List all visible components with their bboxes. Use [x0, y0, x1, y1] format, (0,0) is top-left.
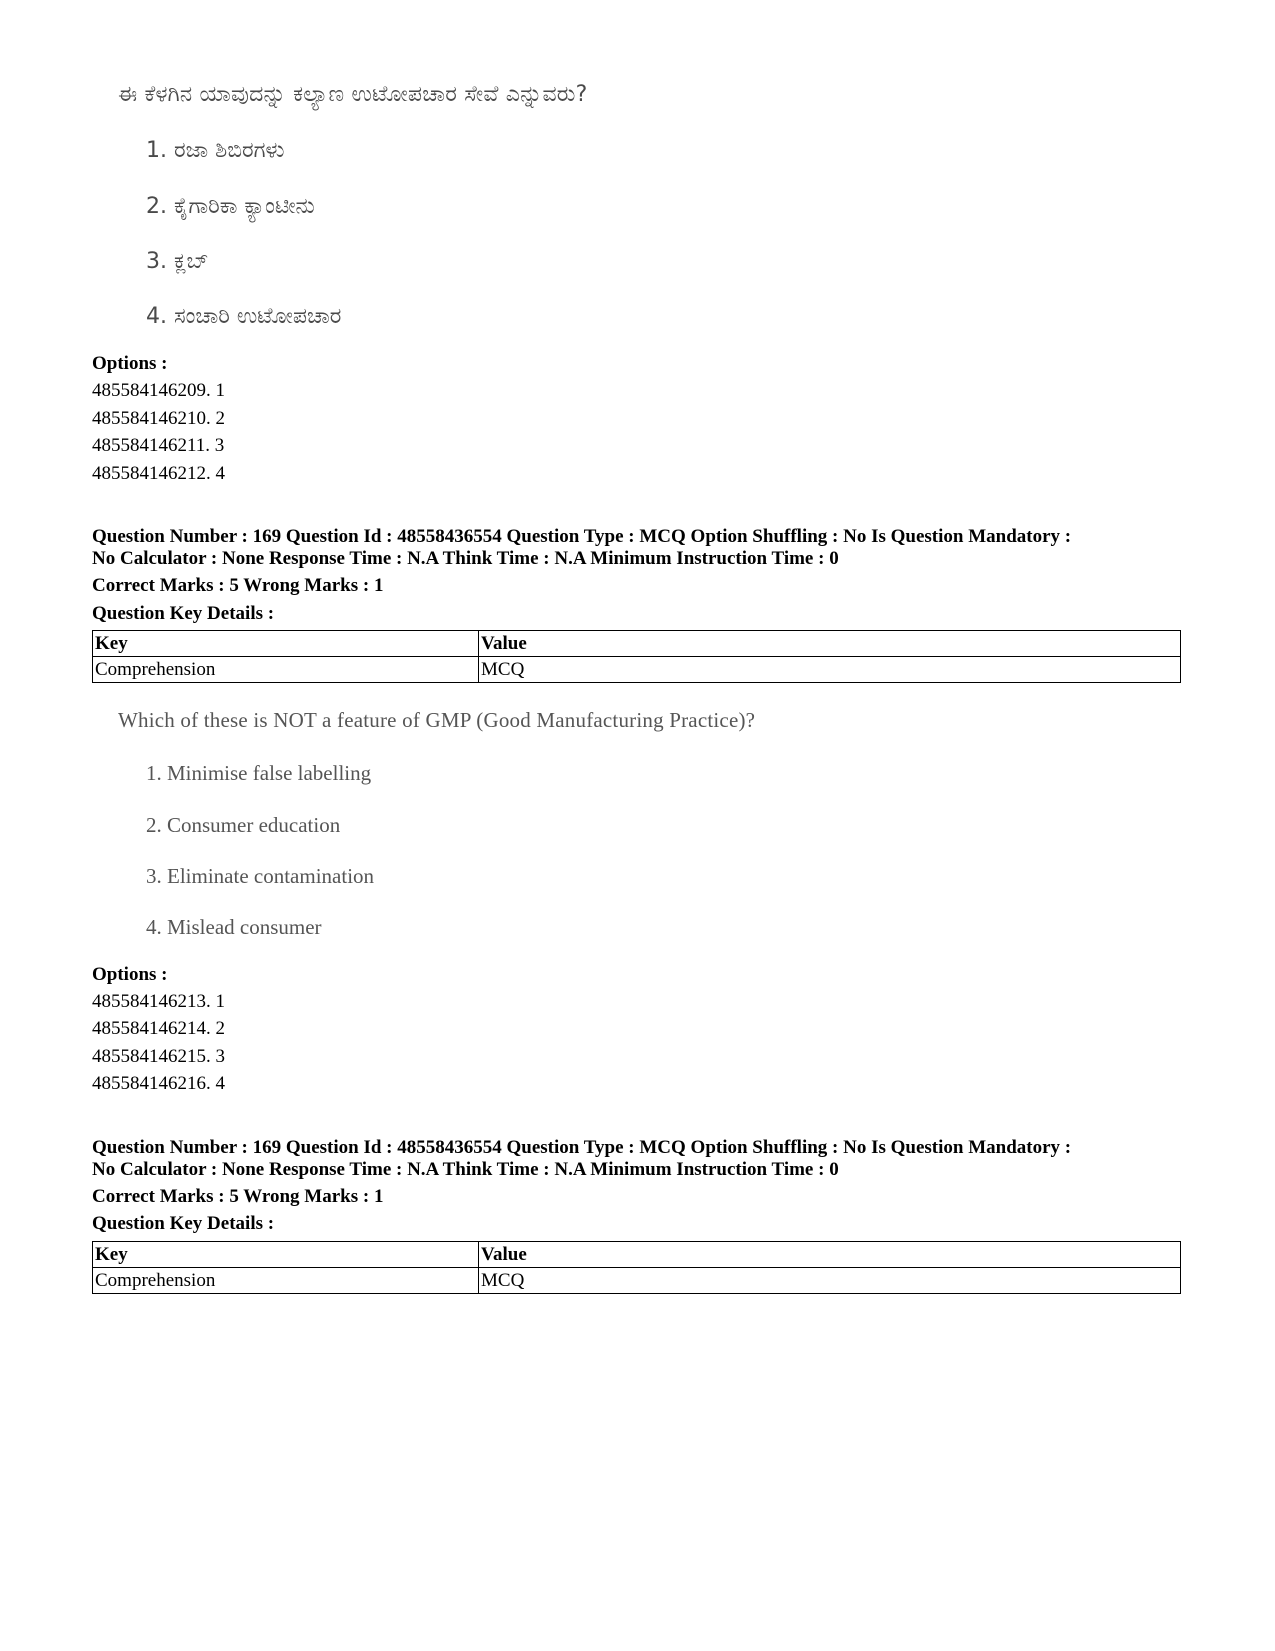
question-image-kannada: [118, 82, 588, 329]
table-row: [93, 657, 1181, 683]
question-option: 2. ಕೈಗಾರಿಕಾ ಕ್ಯಾಂಟೀನು: [146, 194, 315, 219]
key-details-table: [92, 1241, 1181, 1294]
question-option: 1. Minimise false labelling: [146, 761, 372, 785]
marks-line: Correct Marks : 5 Wrong Marks : 1: [92, 575, 384, 596]
question-text: Which of these is NOT a feature of GMP (Good Manufacturing Practice)?: [118, 708, 756, 732]
question-meta-line: No Calculator : None Response Time : N.A Think Time : N.A Minimum Instruction Time : 0: [92, 1159, 839, 1180]
table-header-key: Key: [93, 631, 479, 657]
question-meta-line: Question Number : 169 Question Id : 48558436554 Question Type : MCQ Option Shuffling : No Is Question Mandatory :: [92, 1137, 1072, 1158]
table-cell: MCQ: [479, 657, 1181, 683]
question-option: 3. ಕ್ಲಬ್: [146, 249, 209, 274]
options-label: Options :: [92, 353, 168, 374]
key-details-label: Question Key Details :: [92, 1213, 275, 1234]
question-option: 4. Mislead consumer: [146, 915, 322, 939]
question-meta: [92, 526, 1071, 570]
table-header-row: [93, 631, 1181, 657]
question-option: 1. ರಜಾ ಶಿಬಿರಗಳು: [146, 138, 285, 163]
table-header-row: [93, 1242, 1181, 1268]
marks-line: Correct Marks : 5 Wrong Marks : 1: [92, 1186, 384, 1207]
question-meta: [92, 1137, 1071, 1181]
option-line: 485584146214. 2: [92, 1018, 225, 1039]
key-details-label: Question Key Details :: [92, 603, 275, 624]
question-text: ಈ ಕೆಳಗಿನ ಯಾವುದನ್ನು ಕಲ್ಯಾಣ ಉಟೋಪಚಾರ ಸೇವೆ ಎನ್ನುವರು?: [118, 82, 588, 107]
question-meta-line: Question Number : 169 Question Id : 48558436554 Question Type : MCQ Option Shuffling : No Is Question Mandatory :: [92, 526, 1072, 547]
table-header-value: Value: [479, 1242, 1181, 1268]
question-image-english: [118, 708, 756, 939]
table-header-value: Value: [479, 631, 1181, 657]
key-details-table: [92, 630, 1181, 683]
question-option: 3. Eliminate contamination: [146, 864, 375, 888]
option-line: 485584146216. 4: [92, 1073, 225, 1094]
table-cell: Comprehension: [93, 657, 479, 683]
option-line: 485584146211. 3: [92, 435, 225, 456]
options-label: Options :: [92, 964, 168, 985]
option-line: 485584146209. 1: [92, 380, 225, 401]
option-line: 485584146210. 2: [92, 408, 225, 429]
option-line: 485584146213. 1: [92, 991, 225, 1012]
table-row: [93, 1268, 1181, 1294]
question-meta-line: No Calculator : None Response Time : N.A Think Time : N.A Minimum Instruction Time : 0: [92, 548, 839, 569]
table-header-key: Key: [93, 1242, 479, 1268]
option-line: 485584146212. 4: [92, 463, 225, 484]
table-cell: Comprehension: [93, 1268, 479, 1294]
option-line: 485584146215. 3: [92, 1046, 225, 1067]
question-option: 2. Consumer education: [146, 813, 341, 837]
question-option: 4. ಸಂಚಾರಿ ಉಟೋಪಚಾರ: [146, 304, 342, 329]
table-cell: MCQ: [479, 1268, 1181, 1294]
